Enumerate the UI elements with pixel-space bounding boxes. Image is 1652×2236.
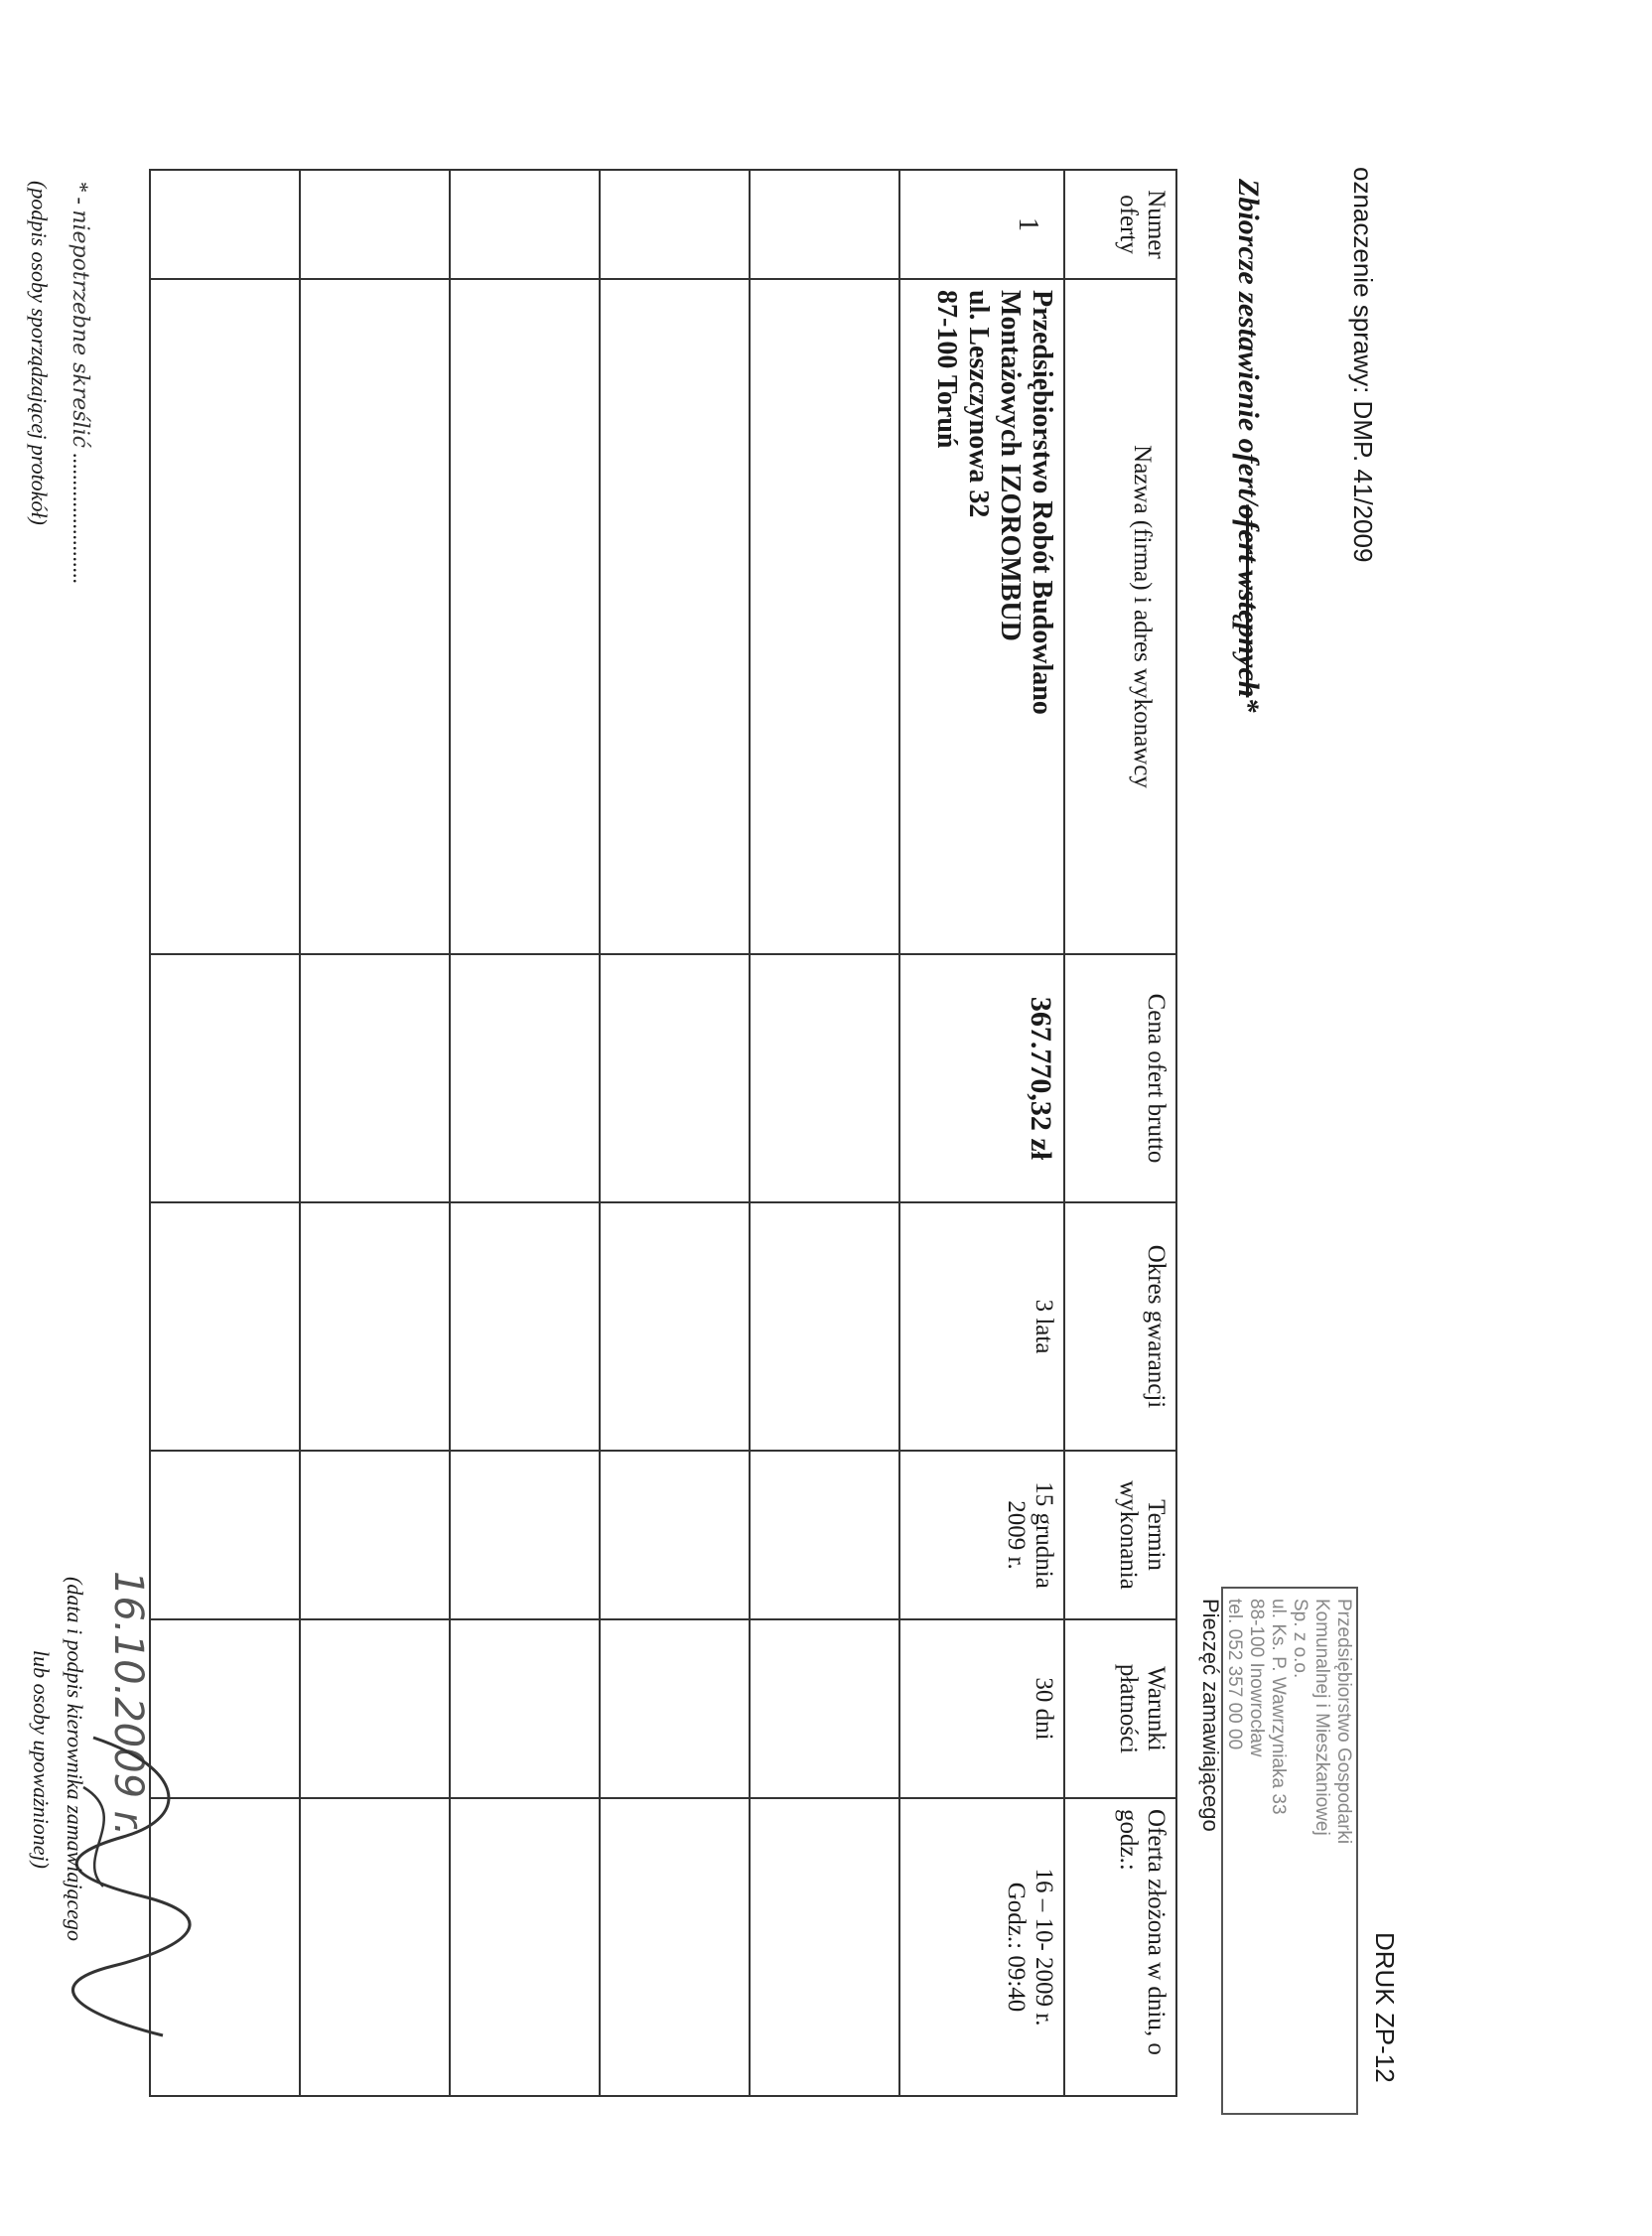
offer-warranty: 3 lata — [899, 1202, 1065, 1451]
title-struck: ofert wstępnych — [1232, 504, 1265, 698]
header-submitted: Oferta złożona w dniu, o godz.: — [1064, 1798, 1176, 2096]
contractor-name-line: Montażowych IZOROMBUD — [995, 290, 1027, 641]
table-header-row — [1064, 170, 1176, 2096]
offer-submitted — [899, 1798, 1065, 2096]
offer-contractor — [899, 279, 1065, 954]
header-payment: Warunki płatności — [1064, 1619, 1176, 1798]
contractor-name-line: Przedsiębiorstwo Robót Budowlano — [1027, 290, 1058, 715]
title-mark: * — [1232, 697, 1265, 713]
stamp-caption: Pieczęć zamawiającego — [1198, 1599, 1223, 1832]
stamp-line: Komunalnej i Mieszkaniowej — [1311, 1599, 1332, 1836]
table-row-empty — [600, 170, 750, 2096]
offer-price: 367.770,32 zł — [899, 954, 1065, 1202]
footnote-mark: * - — [69, 181, 93, 210]
offer-payment: 30 dni — [899, 1619, 1065, 1798]
offer-number: 1 — [899, 170, 1065, 279]
submitted-time: Godz.: 09:40 — [1003, 1882, 1031, 2013]
table-row-empty — [450, 170, 600, 2096]
footnote-text: niepotrzebne skreślić — [68, 210, 92, 448]
header-price: Cena ofert brutto — [1064, 954, 1176, 1202]
table-row-empty — [750, 170, 899, 2096]
offers-table — [149, 169, 1177, 2097]
form-code: DRUK ZP-12 — [1370, 1932, 1400, 2083]
header-deadline: Termin wykonania — [1064, 1451, 1176, 1619]
company-stamp — [1198, 1587, 1358, 2115]
manager-signature-caption-1: (data i podpis kierownika zamawiającego — [63, 1577, 87, 1942]
manager-signature-caption-2: lub osoby upoważnionej) — [29, 1650, 54, 1869]
case-reference: oznaczenie sprawy: DMP. 41/2009 — [1348, 167, 1378, 563]
contractor-address-line: ul. Leszczynowa 32 — [963, 290, 995, 518]
title-plain: Zbiorcze zestawienie ofert/ — [1232, 179, 1265, 505]
stamp-line: Sp. z o.o. — [1290, 1599, 1310, 1679]
stamp-line: ul. Ks. P. Wawrzyniaka 33 — [1268, 1599, 1289, 1815]
stamp-line: 88-100 Inowrocław — [1246, 1599, 1267, 1757]
header-name: Nazwa (firma) i adres wykonawcy — [1064, 279, 1176, 954]
stamp-line: Przedsiębiorstwo Gospodarki — [1333, 1599, 1354, 1845]
table-row — [899, 170, 1065, 2096]
offer-deadline: 15 grudnia 2009 r. — [899, 1451, 1065, 1619]
document-title — [1231, 179, 1265, 712]
header-number: Numer oferty — [1064, 170, 1176, 279]
contractor-address-line: 87-100 Toruń — [931, 290, 963, 449]
signature-date: 16.10.2009 r. — [105, 1571, 151, 1837]
footnote: * - niepotrzebne skreślić ........................ — [68, 181, 93, 585]
submitted-date: 16 – 10- 2009 r. — [1031, 1868, 1058, 2026]
table-row-empty — [300, 170, 450, 2096]
preparer-signature-caption: (podpis osoby sporządzającej protokół) — [27, 181, 52, 525]
header-warranty: Okres gwarancji — [1064, 1202, 1176, 1451]
stamp-line: tel. 052 357 00 00 — [1224, 1599, 1245, 1750]
